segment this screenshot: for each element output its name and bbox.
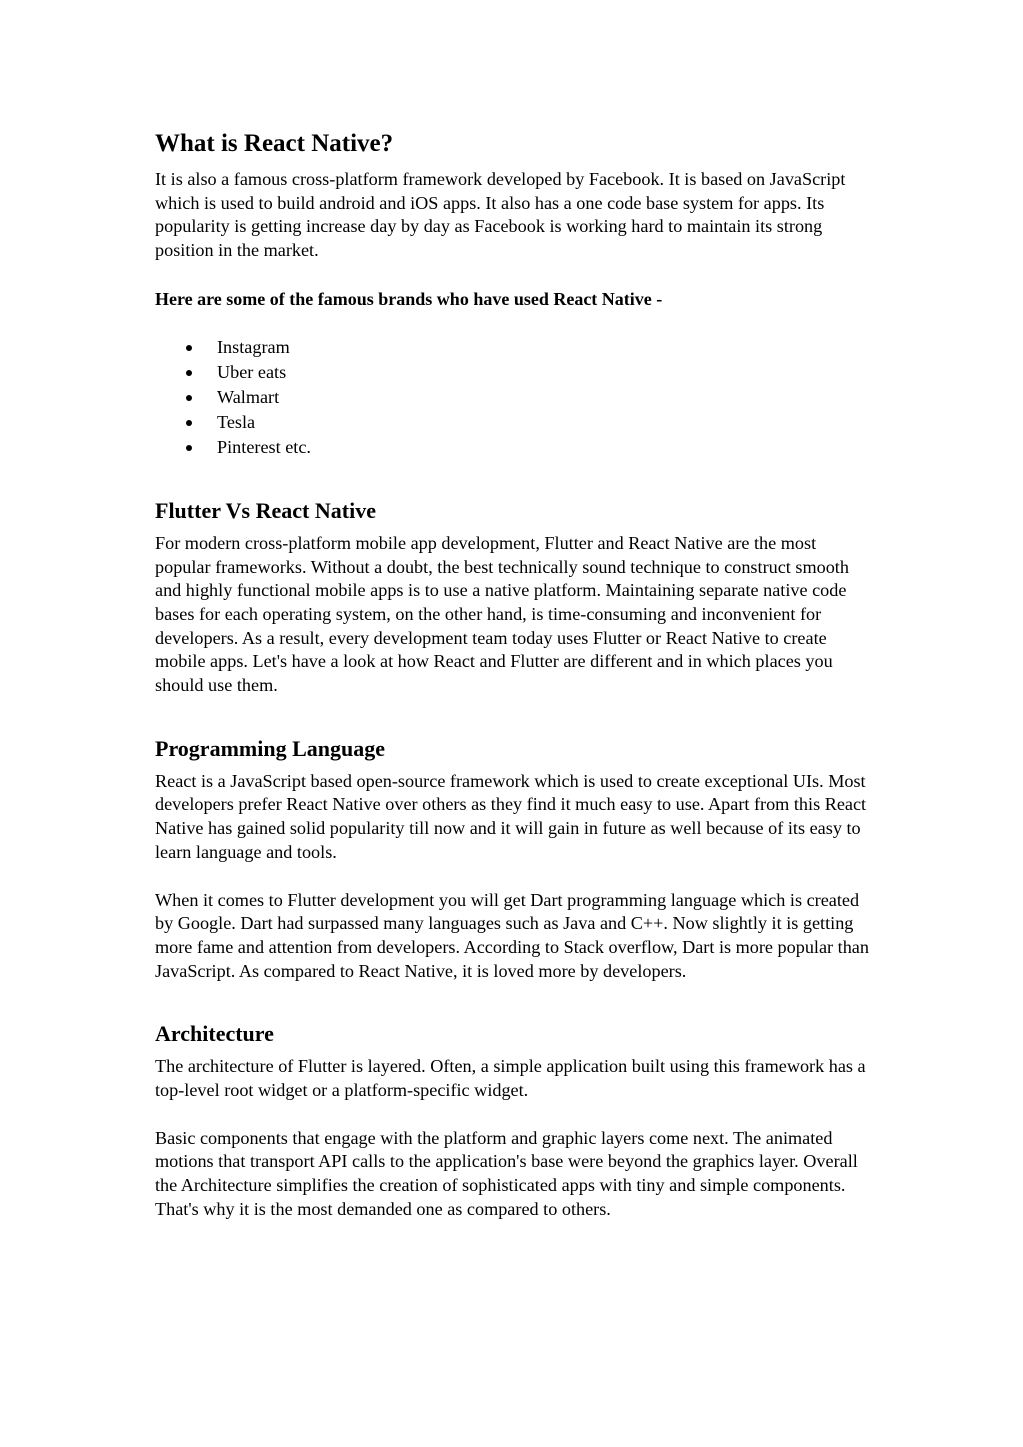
list-item: Uber eats: [155, 360, 875, 385]
section-architecture: [155, 1020, 875, 1221]
bullet-icon: [186, 370, 192, 376]
section-paragraph: React is a JavaScript based open-source framework which is used to create exceptional UIs. Most developers prefer React Native over others as they find it much easy to use. Apart from this React Native has gained solid popularity till now and it will gain in future as well because of its easy to learn language and tools.: [155, 770, 867, 862]
section-flutter-vs-react-native: [155, 497, 875, 698]
section-what-is-react-native: [155, 128, 875, 460]
brands-list: [155, 335, 875, 460]
section-title: What is React Native?: [155, 130, 394, 157]
list-item: Pinterest etc.: [155, 435, 875, 460]
section-paragraph: It is also a famous cross-platform framework developed by Facebook. It is based on JavaScript which is used to build android and iOS apps. It also has a one code base system for apps. Its popularity is getting increase day by day as Facebook is working hard to maintain its strong position in the market.: [155, 169, 846, 261]
section-title: Architecture: [155, 1021, 274, 1047]
brands-lead: Here are some of the famous brands who have used React Native -: [155, 288, 663, 309]
section-paragraph: Basic components that engage with the platform and graphic layers come next. The animated motions that transport API calls to the application's base were beyond the graphics layer. Overall the Architecture simplifies the creation of sophisticated apps with tiny and simple components. That's why it is the most demanded one as compared to others.: [155, 1127, 858, 1219]
bullet-icon: [186, 420, 192, 426]
section-title: Programming Language: [155, 735, 385, 761]
bullet-icon: [186, 395, 192, 401]
list-item: Walmart: [155, 385, 875, 410]
section-paragraph: For modern cross-platform mobile app development, Flutter and React Native are the most popular frameworks. Without a doubt, the best technically sound technique to construct smooth and highly functional mobile apps is to use a native platform. Maintaining separate native code bases for each operating system, on the other hand, is time-consuming and inconvenient for developers. As a result, every development team today uses Flutter or React Native to create mobile apps. Let's have a look at how React and Flutter are different and in which places you should use them.: [155, 532, 849, 696]
section-title: Flutter Vs React Native: [155, 497, 376, 523]
section-programming-language: [155, 735, 875, 984]
section-paragraph: When it comes to Flutter development you will get Dart programming language which is created by Google. Dart had surpassed many languages such as Java and C++. Now slightly it is getting more fame and attention from developers. According to Stack overflow, Dart is more popular than JavaScript. As compared to React Native, it is loved more by developers.: [155, 889, 869, 981]
document-page: [155, 128, 875, 1222]
bullet-icon: [186, 445, 192, 451]
bullet-icon: [186, 345, 192, 351]
list-item: Instagram: [155, 335, 875, 360]
list-item: Tesla: [155, 410, 875, 435]
section-paragraph: The architecture of Flutter is layered. Often, a simple application built using this framework has a top-level root widget or a platform-specific widget.: [155, 1056, 866, 1101]
